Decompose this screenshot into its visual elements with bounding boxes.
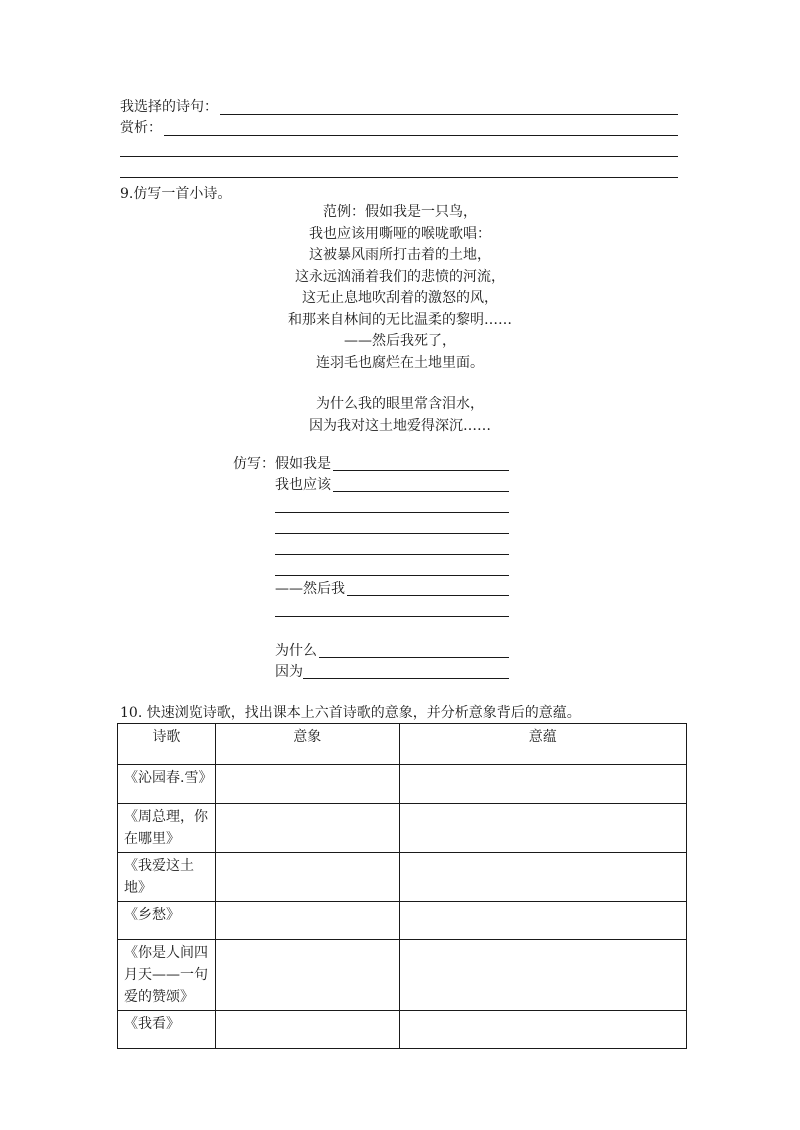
imitate-blank-2[interactable] bbox=[333, 491, 509, 492]
imagery-cell[interactable] bbox=[215, 804, 399, 853]
question-10-title: 10. 快速浏览诗歌，找出课本上六首诗歌的意象，并分析意象背后的意蕴。 bbox=[120, 705, 581, 721]
poem-cell: 《沁园春.雪》 bbox=[118, 765, 216, 804]
meaning-cell[interactable] bbox=[399, 765, 686, 804]
table-row bbox=[118, 804, 687, 853]
header-meaning: 意蕴 bbox=[399, 724, 686, 765]
meaning-cell[interactable] bbox=[399, 902, 686, 940]
imitate-blank-7[interactable] bbox=[347, 595, 509, 596]
meaning-cell[interactable] bbox=[399, 1011, 686, 1049]
imitate-line-9-prefix: 为什么 bbox=[275, 643, 317, 659]
poem-cell: 《我看》 bbox=[118, 1011, 216, 1049]
imitate-blank-4[interactable] bbox=[275, 533, 509, 534]
poem-cell: 《我爱这土地》 bbox=[118, 853, 216, 902]
imitate-blank-6[interactable] bbox=[275, 575, 509, 576]
imagery-cell[interactable] bbox=[215, 1011, 399, 1049]
table-row bbox=[118, 853, 687, 902]
imitate-blank-3[interactable] bbox=[275, 512, 509, 513]
table-row bbox=[118, 765, 687, 804]
chosen-verse-blank[interactable] bbox=[220, 114, 678, 115]
appreciation-blank-1[interactable] bbox=[164, 135, 678, 136]
table-row bbox=[118, 940, 687, 1011]
imitate-line-7-prefix: ——然后我 bbox=[275, 581, 345, 597]
example-line: 这被暴风雨所打击着的土地， bbox=[309, 247, 491, 263]
example-line: 为什么我的眼里常含泪水， bbox=[316, 396, 484, 412]
chosen-verse-label: 我选择的诗句： bbox=[120, 99, 218, 115]
imagery-cell[interactable] bbox=[215, 902, 399, 940]
header-poem: 诗歌 bbox=[118, 724, 216, 765]
meaning-cell[interactable] bbox=[399, 853, 686, 902]
imitate-blank-8[interactable] bbox=[275, 616, 509, 617]
meaning-cell[interactable] bbox=[399, 804, 686, 853]
poem-cell: 《周总理，你在哪里》 bbox=[118, 804, 216, 853]
imagery-cell[interactable] bbox=[215, 940, 399, 1011]
table-row bbox=[118, 1011, 687, 1049]
example-line: 我也应该用嘶哑的喉咙歌唱： bbox=[309, 225, 491, 242]
table-row bbox=[118, 902, 687, 940]
imitate-blank-10[interactable] bbox=[303, 678, 509, 679]
imitate-blank-5[interactable] bbox=[275, 554, 509, 555]
example-line: 连羽毛也腐烂在土地里面。 bbox=[316, 354, 484, 371]
example-line: 因为我对这土地爱得深沉…… bbox=[309, 417, 491, 434]
appreciation-blank-2[interactable] bbox=[120, 156, 678, 157]
example-line: ——然后我死了， bbox=[344, 333, 456, 349]
question-9-title: 9.仿写一首小诗。 bbox=[120, 186, 232, 202]
appreciation-label: 赏析： bbox=[120, 120, 162, 136]
imitate-line-1-prefix: 假如我是 bbox=[275, 456, 331, 472]
table-header-row bbox=[118, 724, 687, 765]
meaning-cell[interactable] bbox=[399, 940, 686, 1011]
appreciation-blank-3[interactable] bbox=[120, 177, 678, 178]
imitate-label: 仿写： bbox=[233, 456, 275, 472]
imagery-cell[interactable] bbox=[215, 853, 399, 902]
imitate-blank-1[interactable] bbox=[333, 470, 509, 471]
example-line: 这永远汹涌着我们的悲愤的河流， bbox=[295, 268, 505, 285]
example-line: 这无止息地吹刮着的激怒的风， bbox=[302, 290, 498, 306]
example-line: 范例：假如我是一只鸟， bbox=[323, 204, 477, 220]
poem-cell: 《你是人间四月天——一句爱的赞颂》 bbox=[118, 940, 216, 1011]
imagery-table bbox=[117, 723, 687, 1049]
imitate-blank-9[interactable] bbox=[319, 657, 509, 658]
imagery-cell[interactable] bbox=[215, 765, 399, 804]
imitate-line-10-prefix: 因为 bbox=[275, 664, 303, 680]
example-poem bbox=[200, 202, 600, 437]
imitate-line-2-prefix: 我也应该 bbox=[275, 477, 331, 493]
example-line: 和那来自林间的无比温柔的黎明…… bbox=[288, 311, 512, 328]
poem-cell: 《乡愁》 bbox=[118, 902, 216, 940]
header-imagery: 意象 bbox=[215, 724, 399, 765]
